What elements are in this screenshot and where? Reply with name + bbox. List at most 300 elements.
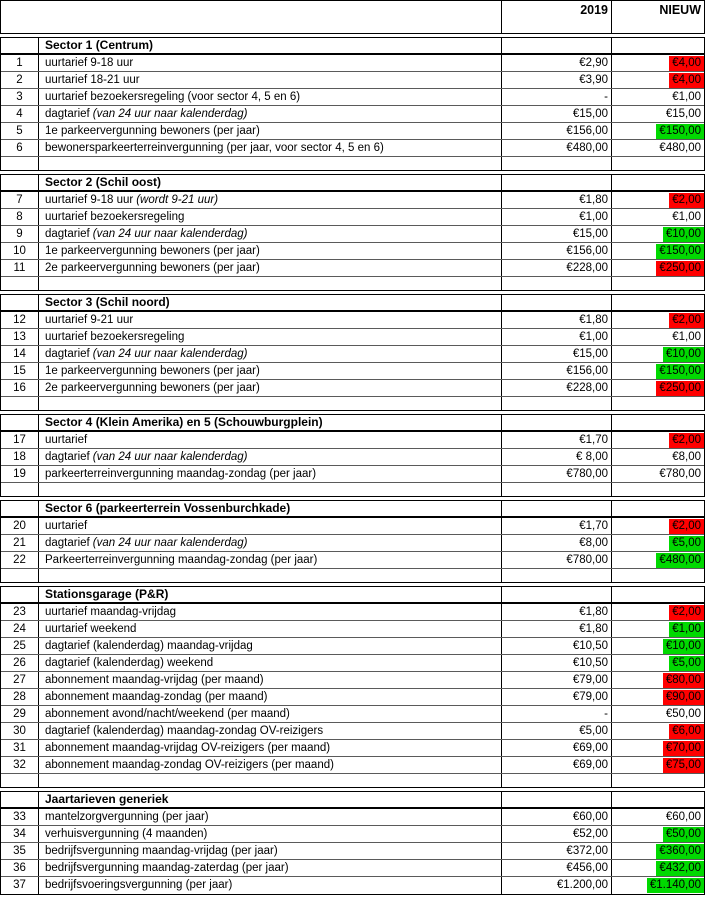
- description-text: abonnement maandag-zondag OV-reizigers (per maand): [45, 758, 334, 771]
- tariff-2019-cell: [502, 277, 612, 290]
- tariff-new-value-highlighted: €150,00: [656, 124, 704, 139]
- row-number-cell: 32: [1, 757, 39, 773]
- section-title: Stationsgarage (P&R): [39, 587, 502, 602]
- tariff-new-cell: [612, 312, 704, 328]
- tariff-new-value-highlighted: €10,00: [663, 227, 704, 242]
- description-text: abonnement avond/nacht/weekend (per maand): [45, 707, 290, 720]
- description-cell: [39, 192, 502, 208]
- description-text: abonnement maandag-vrijdag (per maand): [45, 673, 264, 686]
- description-text: uurtarief bezoekersregeling: [45, 330, 185, 343]
- row-number-cell: [1, 774, 39, 787]
- tariff-2019-cell: [502, 826, 612, 842]
- description-text: parkeerterreinvergunning maandag-zondag (per jaar): [45, 467, 317, 480]
- tariff-new-cell: [612, 655, 704, 671]
- tariff-new-cell: [612, 792, 704, 807]
- section-block: [0, 294, 705, 411]
- tariff-2019-cell: [502, 55, 612, 71]
- table-row: [1, 466, 704, 483]
- description-cell: [39, 140, 502, 156]
- row-number-cell: 16: [1, 380, 39, 396]
- tariff-new-value-highlighted: €250,00: [656, 261, 704, 276]
- tariff-2019-value: €79,00: [572, 673, 608, 686]
- tariff-new-cell: [612, 518, 704, 534]
- table-row: [1, 243, 704, 260]
- row-number-cell: [1, 295, 39, 310]
- row-number-cell: 9: [1, 226, 39, 242]
- row-number-cell: [1, 397, 39, 410]
- description-text: dagtarief: [45, 536, 90, 549]
- row-number-cell: 2: [1, 72, 39, 88]
- table-row: [1, 621, 704, 638]
- tariff-2019-value: €780,00: [566, 553, 608, 566]
- description-cell: [39, 826, 502, 842]
- description-note: (van 24 uur naar kalenderdag): [92, 536, 248, 549]
- tariff-new-cell: [612, 843, 704, 859]
- description-text: uurtarief 18-21 uur: [45, 73, 140, 86]
- section-block: [0, 791, 705, 895]
- description-text: 1e parkeervergunning bewoners (per jaar): [45, 124, 260, 137]
- table-row: [1, 740, 704, 757]
- description-cell: [39, 672, 502, 688]
- tariff-new-value-highlighted: €50,00: [663, 827, 704, 842]
- section-title: Sector 3 (Schil noord): [39, 295, 502, 310]
- tariff-new-cell: [612, 535, 704, 551]
- description-cell: [39, 569, 502, 582]
- description-cell: [39, 809, 502, 825]
- tariff-new-value-highlighted: €2,00: [669, 193, 704, 208]
- table-row: [1, 672, 704, 689]
- section-header-row: [1, 175, 704, 192]
- description-text: 1e parkeervergunning bewoners (per jaar): [45, 244, 260, 257]
- description-cell: [39, 621, 502, 637]
- table-row: [1, 209, 704, 226]
- description-text: 1e parkeervergunning bewoners (per jaar): [45, 364, 260, 377]
- tariff-2019-value: €156,00: [566, 364, 608, 377]
- description-cell: [39, 226, 502, 242]
- table-row: [1, 72, 704, 89]
- spacer-row: [1, 483, 704, 496]
- tariff-2019-value: €5,00: [579, 724, 608, 737]
- section-block: [0, 500, 705, 583]
- tariff-new-cell: [612, 587, 704, 602]
- tariff-new-cell: [612, 140, 704, 156]
- tariff-2019-value: €1,80: [579, 622, 608, 635]
- tariff-new-cell: [612, 123, 704, 139]
- tariff-new-cell: [612, 740, 704, 756]
- description-cell: [39, 655, 502, 671]
- tariff-2019-cell: [502, 72, 612, 88]
- row-number-cell: 3: [1, 89, 39, 105]
- tariff-2019-cell: [502, 192, 612, 208]
- description-text: dagtarief (kalenderdag) weekend: [45, 656, 214, 669]
- description-cell: [39, 877, 502, 894]
- row-number-cell: 23: [1, 604, 39, 620]
- tariff-new-value-highlighted: €150,00: [656, 364, 704, 379]
- section-block: [0, 174, 705, 291]
- tariff-2019-cell: [502, 295, 612, 310]
- tariff-2019-cell: [502, 689, 612, 705]
- tariff-2019-value: €2,90: [579, 56, 608, 69]
- tariff-new-value: €1,00: [672, 330, 701, 343]
- description-cell: [39, 466, 502, 482]
- tariff-new-cell: [612, 157, 704, 170]
- spacer-row: [1, 397, 704, 410]
- header-empty-cell: [1, 1, 502, 33]
- description-cell: [39, 774, 502, 787]
- tariff-2019-cell: [502, 226, 612, 242]
- tariff-2019-value: €228,00: [566, 261, 608, 274]
- table-row: [1, 123, 704, 140]
- row-number-cell: 1: [1, 55, 39, 71]
- tariff-new-value-highlighted: €432,00: [656, 861, 704, 876]
- column-header-2019: 2019: [502, 1, 612, 33]
- row-number-cell: 7: [1, 192, 39, 208]
- tariff-2019-cell: [502, 604, 612, 620]
- tariff-new-value-highlighted: €10,00: [663, 347, 704, 362]
- description-text: dagtarief: [45, 107, 90, 120]
- tariff-2019-value: €780,00: [566, 467, 608, 480]
- tariff-new-cell: [612, 621, 704, 637]
- tariff-2019-cell: [502, 774, 612, 787]
- description-text: uurtarief 9-18 uur: [45, 56, 134, 69]
- description-note: (van 24 uur naar kalenderdag): [92, 107, 248, 120]
- tariff-2019-cell: [502, 415, 612, 430]
- tariff-new-cell: [612, 89, 704, 105]
- tariff-new-value-highlighted: €90,00: [663, 690, 704, 705]
- tariff-new-cell: [612, 809, 704, 825]
- tariff-2019-value: €60,00: [572, 810, 608, 823]
- table-header-row: [1, 1, 704, 33]
- tariff-2019-value: €1,80: [579, 313, 608, 326]
- table-row: [1, 655, 704, 672]
- tariff-new-value-highlighted: €2,00: [669, 433, 704, 448]
- table-row: [1, 89, 704, 106]
- tariff-2019-cell: [502, 432, 612, 448]
- tariff-new-value-highlighted: €250,00: [656, 381, 704, 396]
- column-header-nieuw: NIEUW: [659, 3, 701, 17]
- section-header-row: [1, 295, 704, 312]
- section-title: Sector 1 (Centrum): [39, 38, 502, 53]
- description-text: 2e parkeervergunning bewoners (per jaar): [45, 261, 260, 274]
- tariff-2019-cell: [502, 346, 612, 362]
- description-cell: [39, 312, 502, 328]
- tariff-2019-cell: [502, 723, 612, 739]
- spacer-row: [1, 277, 704, 290]
- tariff-2019-cell: [502, 860, 612, 876]
- tariff-new-cell: [612, 397, 704, 410]
- description-text: uurtarief maandag-vrijdag: [45, 605, 177, 618]
- description-cell: [39, 380, 502, 396]
- tariff-new-value-highlighted: €2,00: [669, 519, 704, 534]
- tariff-new-cell: [612, 877, 704, 894]
- tariff-2019-value: €1,70: [579, 433, 608, 446]
- table-row: [1, 363, 704, 380]
- description-cell: [39, 397, 502, 410]
- tariff-new-cell: [612, 860, 704, 876]
- row-number-cell: 10: [1, 243, 39, 259]
- tariff-new-cell: [612, 175, 704, 190]
- row-number-cell: [1, 569, 39, 582]
- row-number-cell: 8: [1, 209, 39, 225]
- description-cell: [39, 346, 502, 362]
- section-title: Sector 6 (parkeerterrein Vossenburchkade): [39, 501, 502, 516]
- tariff-new-value-highlighted: €2,00: [669, 605, 704, 620]
- tariff-2019-value: €1,70: [579, 519, 608, 532]
- row-number-cell: [1, 483, 39, 496]
- row-number-cell: 12: [1, 312, 39, 328]
- tariff-new-value: €480,00: [659, 141, 701, 154]
- tariff-new-value: €50,00: [665, 707, 701, 720]
- tariff-2019-value: €480,00: [566, 141, 608, 154]
- row-number-cell: [1, 587, 39, 602]
- description-cell: [39, 277, 502, 290]
- description-text: 2e parkeervergunning bewoners (per jaar): [45, 381, 260, 394]
- tariff-new-cell: [612, 260, 704, 276]
- tariff-2019-cell: [502, 209, 612, 225]
- section-block: [0, 414, 705, 497]
- section-title: Sector 2 (Schil oost): [39, 175, 502, 190]
- row-number-cell: 29: [1, 706, 39, 722]
- description-cell: [39, 518, 502, 534]
- tariff-2019-cell: [502, 243, 612, 259]
- tariff-2019-value: €1,80: [579, 193, 608, 206]
- tariff-2019-cell: [502, 89, 612, 105]
- tariff-new-value: €15,00: [665, 107, 701, 120]
- description-cell: [39, 552, 502, 568]
- tariff-new-value: €1,00: [672, 210, 701, 223]
- row-number-cell: 31: [1, 740, 39, 756]
- tariff-2019-cell: [502, 106, 612, 122]
- tariff-new-cell: [612, 604, 704, 620]
- row-number-cell: [1, 501, 39, 516]
- tariff-new-cell: [612, 346, 704, 362]
- row-number-cell: [1, 415, 39, 430]
- description-text: dagtarief (kalenderdag) maandag-zondag OV-reizigers: [45, 724, 324, 737]
- table-body: [0, 37, 705, 895]
- description-cell: [39, 432, 502, 448]
- tariff-new-value-highlighted: €6,00: [669, 724, 704, 739]
- description-cell: [39, 638, 502, 654]
- tariff-new-cell: [612, 226, 704, 242]
- table-row: [1, 329, 704, 346]
- section-header-row: [1, 792, 704, 809]
- table-row: [1, 723, 704, 740]
- description-text: mantelzorgvergunning (per jaar): [45, 810, 209, 823]
- tariff-2019-cell: [502, 621, 612, 637]
- tariff-2019-value: -: [604, 707, 608, 720]
- tariff-new-value-highlighted: €4,00: [669, 73, 704, 88]
- tariff-2019-cell: [502, 792, 612, 807]
- section-block: [0, 37, 705, 171]
- description-cell: [39, 72, 502, 88]
- row-number-cell: [1, 38, 39, 53]
- tariff-new-value-highlighted: €5,00: [669, 536, 704, 551]
- tariff-2019-value: €8,00: [579, 536, 608, 549]
- description-cell: [39, 209, 502, 225]
- table-row: [1, 449, 704, 466]
- description-cell: [39, 723, 502, 739]
- row-number-cell: 11: [1, 260, 39, 276]
- tariff-2019-cell: [502, 740, 612, 756]
- tariff-2019-value: €156,00: [566, 244, 608, 257]
- spacer-row: [1, 569, 704, 582]
- tariff-2019-cell: [502, 518, 612, 534]
- tariff-new-cell: [612, 432, 704, 448]
- tariff-new-cell: [612, 72, 704, 88]
- description-text: verhuisvergunning (4 maanden): [45, 827, 208, 840]
- tariff-new-value-highlighted: €1,00: [669, 622, 704, 637]
- description-cell: [39, 535, 502, 551]
- table-row: [1, 535, 704, 552]
- tariff-2019-cell: [502, 397, 612, 410]
- table-row: [1, 140, 704, 157]
- tariff-2019-value: €15,00: [572, 107, 608, 120]
- section-header-row: [1, 415, 704, 432]
- table-row: [1, 638, 704, 655]
- tariff-2019-value: €228,00: [566, 381, 608, 394]
- description-text: uurtarief 9-18 uur: [45, 193, 134, 206]
- section-block: [0, 586, 705, 788]
- description-text: uurtarief bezoekersregeling (voor sector 4, 5 en 6): [45, 90, 301, 103]
- tariff-new-cell: [612, 638, 704, 654]
- row-number-cell: 20: [1, 518, 39, 534]
- tariff-new-cell: [612, 826, 704, 842]
- description-text: abonnement maandag-vrijdag OV-reizigers (per maand): [45, 741, 331, 754]
- row-number-cell: 35: [1, 843, 39, 859]
- tariff-new-value-highlighted: €150,00: [656, 244, 704, 259]
- tariff-2019-value: -: [604, 90, 608, 103]
- description-cell: [39, 329, 502, 345]
- tariff-new-cell: [612, 483, 704, 496]
- table-row: [1, 55, 704, 72]
- row-number-cell: 37: [1, 877, 39, 894]
- tariff-2019-cell: [502, 569, 612, 582]
- tariff-new-value-highlighted: €480,00: [656, 553, 704, 568]
- tariff-2019-cell: [502, 466, 612, 482]
- description-cell: [39, 604, 502, 620]
- description-text: dagtarief: [45, 450, 90, 463]
- tariff-2019-value: €79,00: [572, 690, 608, 703]
- row-number-cell: 33: [1, 809, 39, 825]
- spacer-row: [1, 774, 704, 787]
- row-number-cell: 4: [1, 106, 39, 122]
- description-cell: [39, 157, 502, 170]
- tariff-2019-cell: [502, 672, 612, 688]
- tariff-new-value-highlighted: €360,00: [656, 844, 704, 859]
- tariff-2019-cell: [502, 638, 612, 654]
- row-number-cell: 17: [1, 432, 39, 448]
- row-number-cell: 28: [1, 689, 39, 705]
- tariff-new-cell: [612, 363, 704, 379]
- description-text: uurtarief: [45, 433, 88, 446]
- tariff-2019-value: €1,00: [579, 210, 608, 223]
- description-cell: [39, 123, 502, 139]
- tariff-2019-cell: [502, 175, 612, 190]
- description-text: bedrijfsvoeringsvergunning (per jaar): [45, 879, 233, 891]
- row-number-cell: 24: [1, 621, 39, 637]
- table-row: [1, 860, 704, 877]
- description-cell: [39, 89, 502, 105]
- description-note: (van 24 uur naar kalenderdag): [92, 347, 248, 360]
- tariff-new-cell: [612, 706, 704, 722]
- tariff-2019-cell: [502, 380, 612, 396]
- row-number-cell: 21: [1, 535, 39, 551]
- tariff-2019-cell: [502, 501, 612, 516]
- tariff-new-cell: [612, 380, 704, 396]
- description-cell: [39, 106, 502, 122]
- tariff-2019-cell: [502, 449, 612, 465]
- tariff-new-cell: [612, 192, 704, 208]
- spacer-row: [1, 157, 704, 170]
- table-row: [1, 826, 704, 843]
- tariff-2019-cell: [502, 329, 612, 345]
- row-number-cell: 5: [1, 123, 39, 139]
- tariff-new-cell: [612, 501, 704, 516]
- tariff-2019-value: €15,00: [572, 227, 608, 240]
- tariff-2019-cell: [502, 140, 612, 156]
- description-cell: [39, 860, 502, 876]
- tariff-2019-value: €52,00: [572, 827, 608, 840]
- tariff-new-cell: [612, 55, 704, 71]
- tariff-2019-cell: [502, 483, 612, 496]
- tariff-2019-cell: [502, 363, 612, 379]
- description-text: dagtarief: [45, 347, 90, 360]
- table-row: [1, 809, 704, 826]
- row-number-cell: 36: [1, 860, 39, 876]
- tariff-2019-value: €156,00: [566, 124, 608, 137]
- tariff-2019-value: €10,50: [572, 639, 608, 652]
- row-number-cell: 18: [1, 449, 39, 465]
- tariff-new-value-highlighted: €5,00: [669, 656, 704, 671]
- description-cell: [39, 363, 502, 379]
- row-number-cell: [1, 277, 39, 290]
- description-text: bedrijfsvergunning maandag-vrijdag (per jaar): [45, 844, 278, 857]
- tariff-2019-cell: [502, 877, 612, 894]
- description-text: uurtarief: [45, 519, 88, 532]
- table-row: [1, 226, 704, 243]
- table-row: [1, 843, 704, 860]
- row-number-cell: 26: [1, 655, 39, 671]
- table-row: [1, 106, 704, 123]
- tariff-new-value-highlighted: €2,00: [669, 313, 704, 328]
- section-title: Sector 4 (Klein Amerika) en 5 (Schouwburgplein): [39, 415, 502, 430]
- description-cell: [39, 706, 502, 722]
- tariff-new-value-highlighted: €80,00: [663, 673, 704, 688]
- row-number-cell: 13: [1, 329, 39, 345]
- tariff-new-cell: [612, 466, 704, 482]
- tariff-new-cell: [612, 569, 704, 582]
- tariff-new-value-highlighted: €75,00: [663, 758, 704, 773]
- tariff-2019-value: €15,00: [572, 347, 608, 360]
- description-cell: [39, 689, 502, 705]
- table-row: [1, 518, 704, 535]
- description-cell: [39, 243, 502, 259]
- tariff-new-cell: [612, 277, 704, 290]
- table-row: [1, 432, 704, 449]
- tariff-new-cell: [612, 689, 704, 705]
- section-header-row: [1, 587, 704, 604]
- tariff-2019-value: €10,50: [572, 656, 608, 669]
- description-text: uurtarief weekend: [45, 622, 137, 635]
- description-cell: [39, 843, 502, 859]
- tariff-new-value-highlighted: €4,00: [669, 56, 704, 71]
- tariff-new-value: €780,00: [659, 467, 701, 480]
- tariff-new-cell: [612, 415, 704, 430]
- table-row: [1, 757, 704, 774]
- table-row: [1, 192, 704, 209]
- description-cell: [39, 449, 502, 465]
- tariff-2019-cell: [502, 809, 612, 825]
